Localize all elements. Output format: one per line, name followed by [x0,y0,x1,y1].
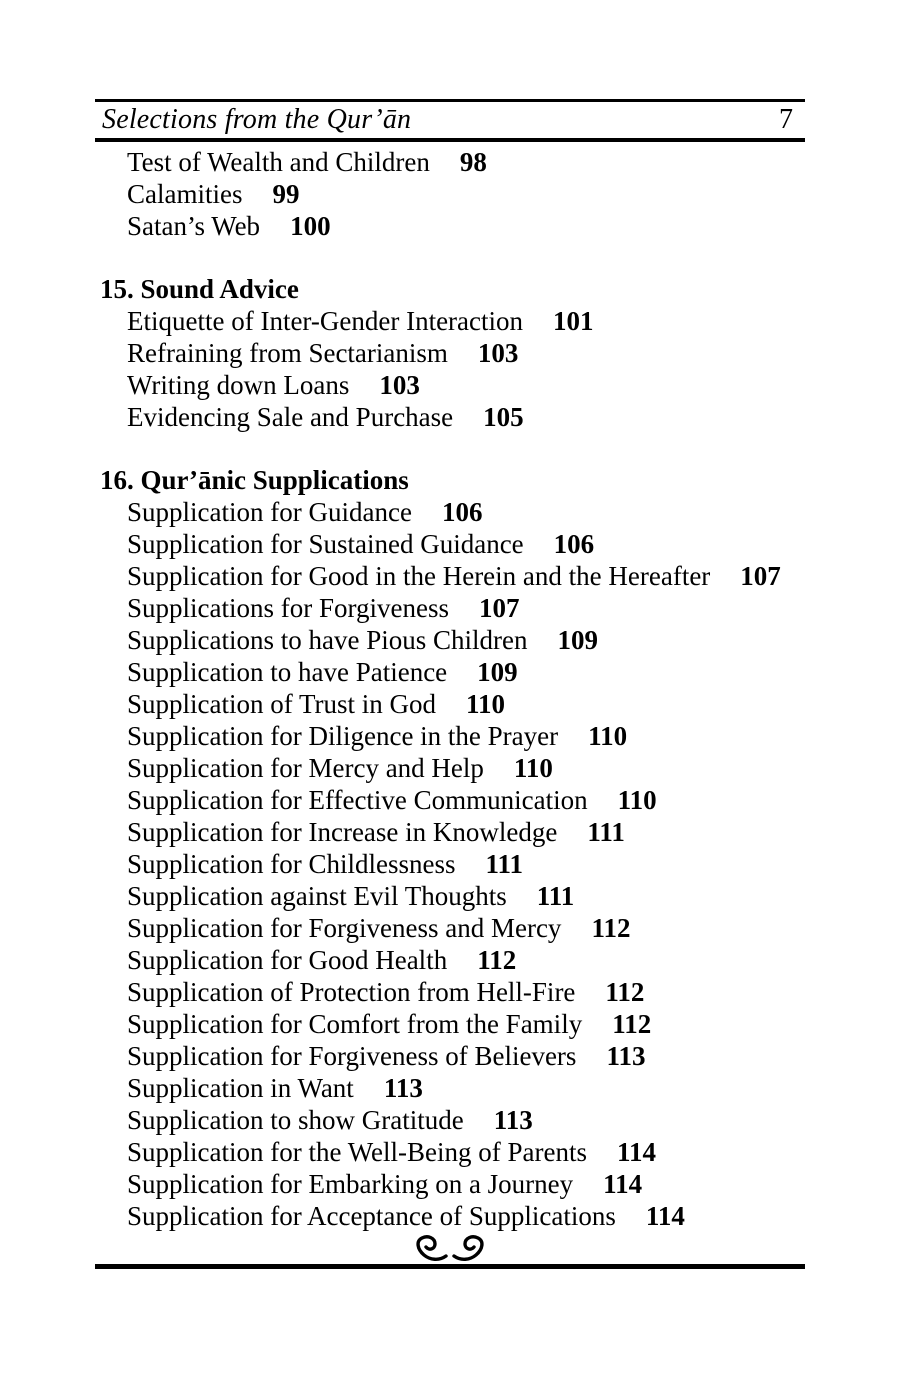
toc-entry-page-number: 112 [477,945,517,975]
toc-entry-page-number: 103 [477,338,519,368]
toc-entry-page-number: 110 [466,689,506,719]
running-header [95,102,805,138]
toc-entry-title: Supplication for Mercy and Help [127,753,484,783]
toc-entry-title: Supplication against Evil Thoughts [127,881,507,911]
toc-entry-title: Supplication for Good Health [127,945,448,975]
toc-entry [95,401,805,433]
toc-entry [95,752,805,784]
toc-entry [95,720,805,752]
toc-entry-title: Supplication for Guidance [127,497,412,527]
footer-rule [95,1264,805,1269]
toc-entry-title: Supplications for Forgiveness [127,593,449,623]
toc-entry-title: Supplication for Comfort from the Family [127,1009,583,1039]
toc-entry-title: Supplication for Good in the Herein and the Hereafter [127,561,711,591]
toc-entry-title: Supplication for Childlessness [127,849,456,879]
toc-entry-title: Test of Wealth and Children [127,147,430,177]
toc-entry-title: Calamities [127,179,243,209]
toc-entry-title: Supplication for the Well-Being of Parents [127,1137,587,1167]
toc-entry [95,784,805,816]
toc-entry [95,210,805,242]
toc-entry [95,880,805,912]
toc-entry-title: Supplications to have Pious Children [127,625,528,655]
toc-section [95,146,805,242]
toc-entry-page-number: 111 [536,881,575,911]
table-of-contents [95,142,805,1232]
toc-entry [95,528,805,560]
toc-entry [95,1104,805,1136]
page-number: 7 [779,104,793,135]
toc-entry [95,1072,805,1104]
toc-entry-title: Refraining from Sectarianism [127,338,448,368]
toc-entry-title: Supplication for Effective Communication [127,785,588,815]
toc-entry-title: Supplication for Forgiveness of Believers [127,1041,577,1071]
toc-entry-title: Supplication to have Patience [127,657,448,687]
toc-entry-page-number: 113 [493,1105,533,1135]
toc-entry-page-number: 112 [605,977,645,1007]
toc-section-heading: 15. Sound Advice [100,274,299,304]
toc-entry [95,688,805,720]
toc-entry [95,1168,805,1200]
toc-entry-title: Supplication of Trust in God [127,689,437,719]
toc-entry-title: Writing down Loans [127,370,350,400]
toc-entry-page-number: 109 [477,657,518,687]
toc-entry [95,178,805,210]
toc-entry-page-number: 98 [459,147,487,177]
toc-entry [95,912,805,944]
toc-entry-title: Supplication of Protection from Hell-Fire [127,977,576,1007]
toc-entry [95,592,805,624]
toc-entry-page-number: 114 [645,1201,685,1231]
ornament-line [95,1232,805,1264]
toc-entry-page-number: 113 [383,1073,423,1103]
toc-entry [95,944,805,976]
toc-entry-page-number: 113 [606,1041,646,1071]
toc-entry-page-number: 111 [587,817,625,847]
toc-entry-page-number: 100 [290,211,331,241]
toc-entry [95,1040,805,1072]
toc-entry-page-number: 109 [557,625,598,655]
toc-entry [95,848,805,880]
toc-entry-page-number: 99 [272,179,300,209]
toc-entry-title: Supplication for Forgiveness and Mercy [127,913,562,943]
toc-entry-title: Supplication for Diligence in the Prayer [127,721,559,751]
toc-entry [95,305,805,337]
toc-entry-page-number: 110 [617,785,657,815]
toc-entry-page-number: 107 [740,561,781,591]
book-title: Selections from the Qur’ān [102,104,412,135]
toc-entry [95,656,805,688]
toc-entry-page-number: 101 [553,306,594,336]
toc-entry-title: Supplication to show Gratitude [127,1105,464,1135]
toc-entry-page-number: 112 [591,913,631,943]
toc-entry-title: Supplication for Increase in Knowledge [127,817,558,847]
toc-entry-page-number: 106 [441,497,483,527]
toc-entry-title: Supplication for Acceptance of Supplications [127,1201,616,1231]
toc-entry [95,976,805,1008]
toc-entry [95,624,805,656]
toc-entry [95,1136,805,1168]
toc-entry [95,1008,805,1040]
toc-entry-title: Supplication for Sustained Guidance [127,529,524,559]
toc-entry-title: Satan’s Web [127,211,261,241]
toc-entry-title: Etiquette of Inter-Gender Interaction [127,306,524,336]
toc-entry-title: Supplication in Want [127,1073,354,1103]
toc-entry [95,560,805,592]
toc-entry [95,369,805,401]
toc-entry [95,146,805,178]
toc-entry-page-number: 110 [513,753,553,783]
toc-entry-page-number: 111 [485,849,524,879]
toc-entry-page-number: 110 [588,721,628,751]
toc-entry [95,337,805,369]
toc-entry-page-number: 107 [478,593,520,623]
toc-entry [95,1200,805,1232]
toc-section [95,273,805,433]
toc-entry [95,816,805,848]
toc-entry-title: Evidencing Sale and Purchase [127,402,454,432]
toc-entry [95,496,805,528]
fleuron-ornament-icon [412,1233,488,1263]
toc-entry-title: Supplication for Embarking on a Journey [127,1169,574,1199]
toc-entry-page-number: 112 [612,1009,652,1039]
toc-section [95,464,805,1232]
toc-entry-page-number: 106 [553,529,595,559]
toc-section-heading: 16. Qur’ānic Supplications [100,465,409,495]
toc-entry-page-number: 114 [603,1169,643,1199]
toc-entry-page-number: 114 [617,1137,657,1167]
toc-entry-page-number: 105 [483,402,524,432]
toc-entry-page-number: 103 [379,370,420,400]
